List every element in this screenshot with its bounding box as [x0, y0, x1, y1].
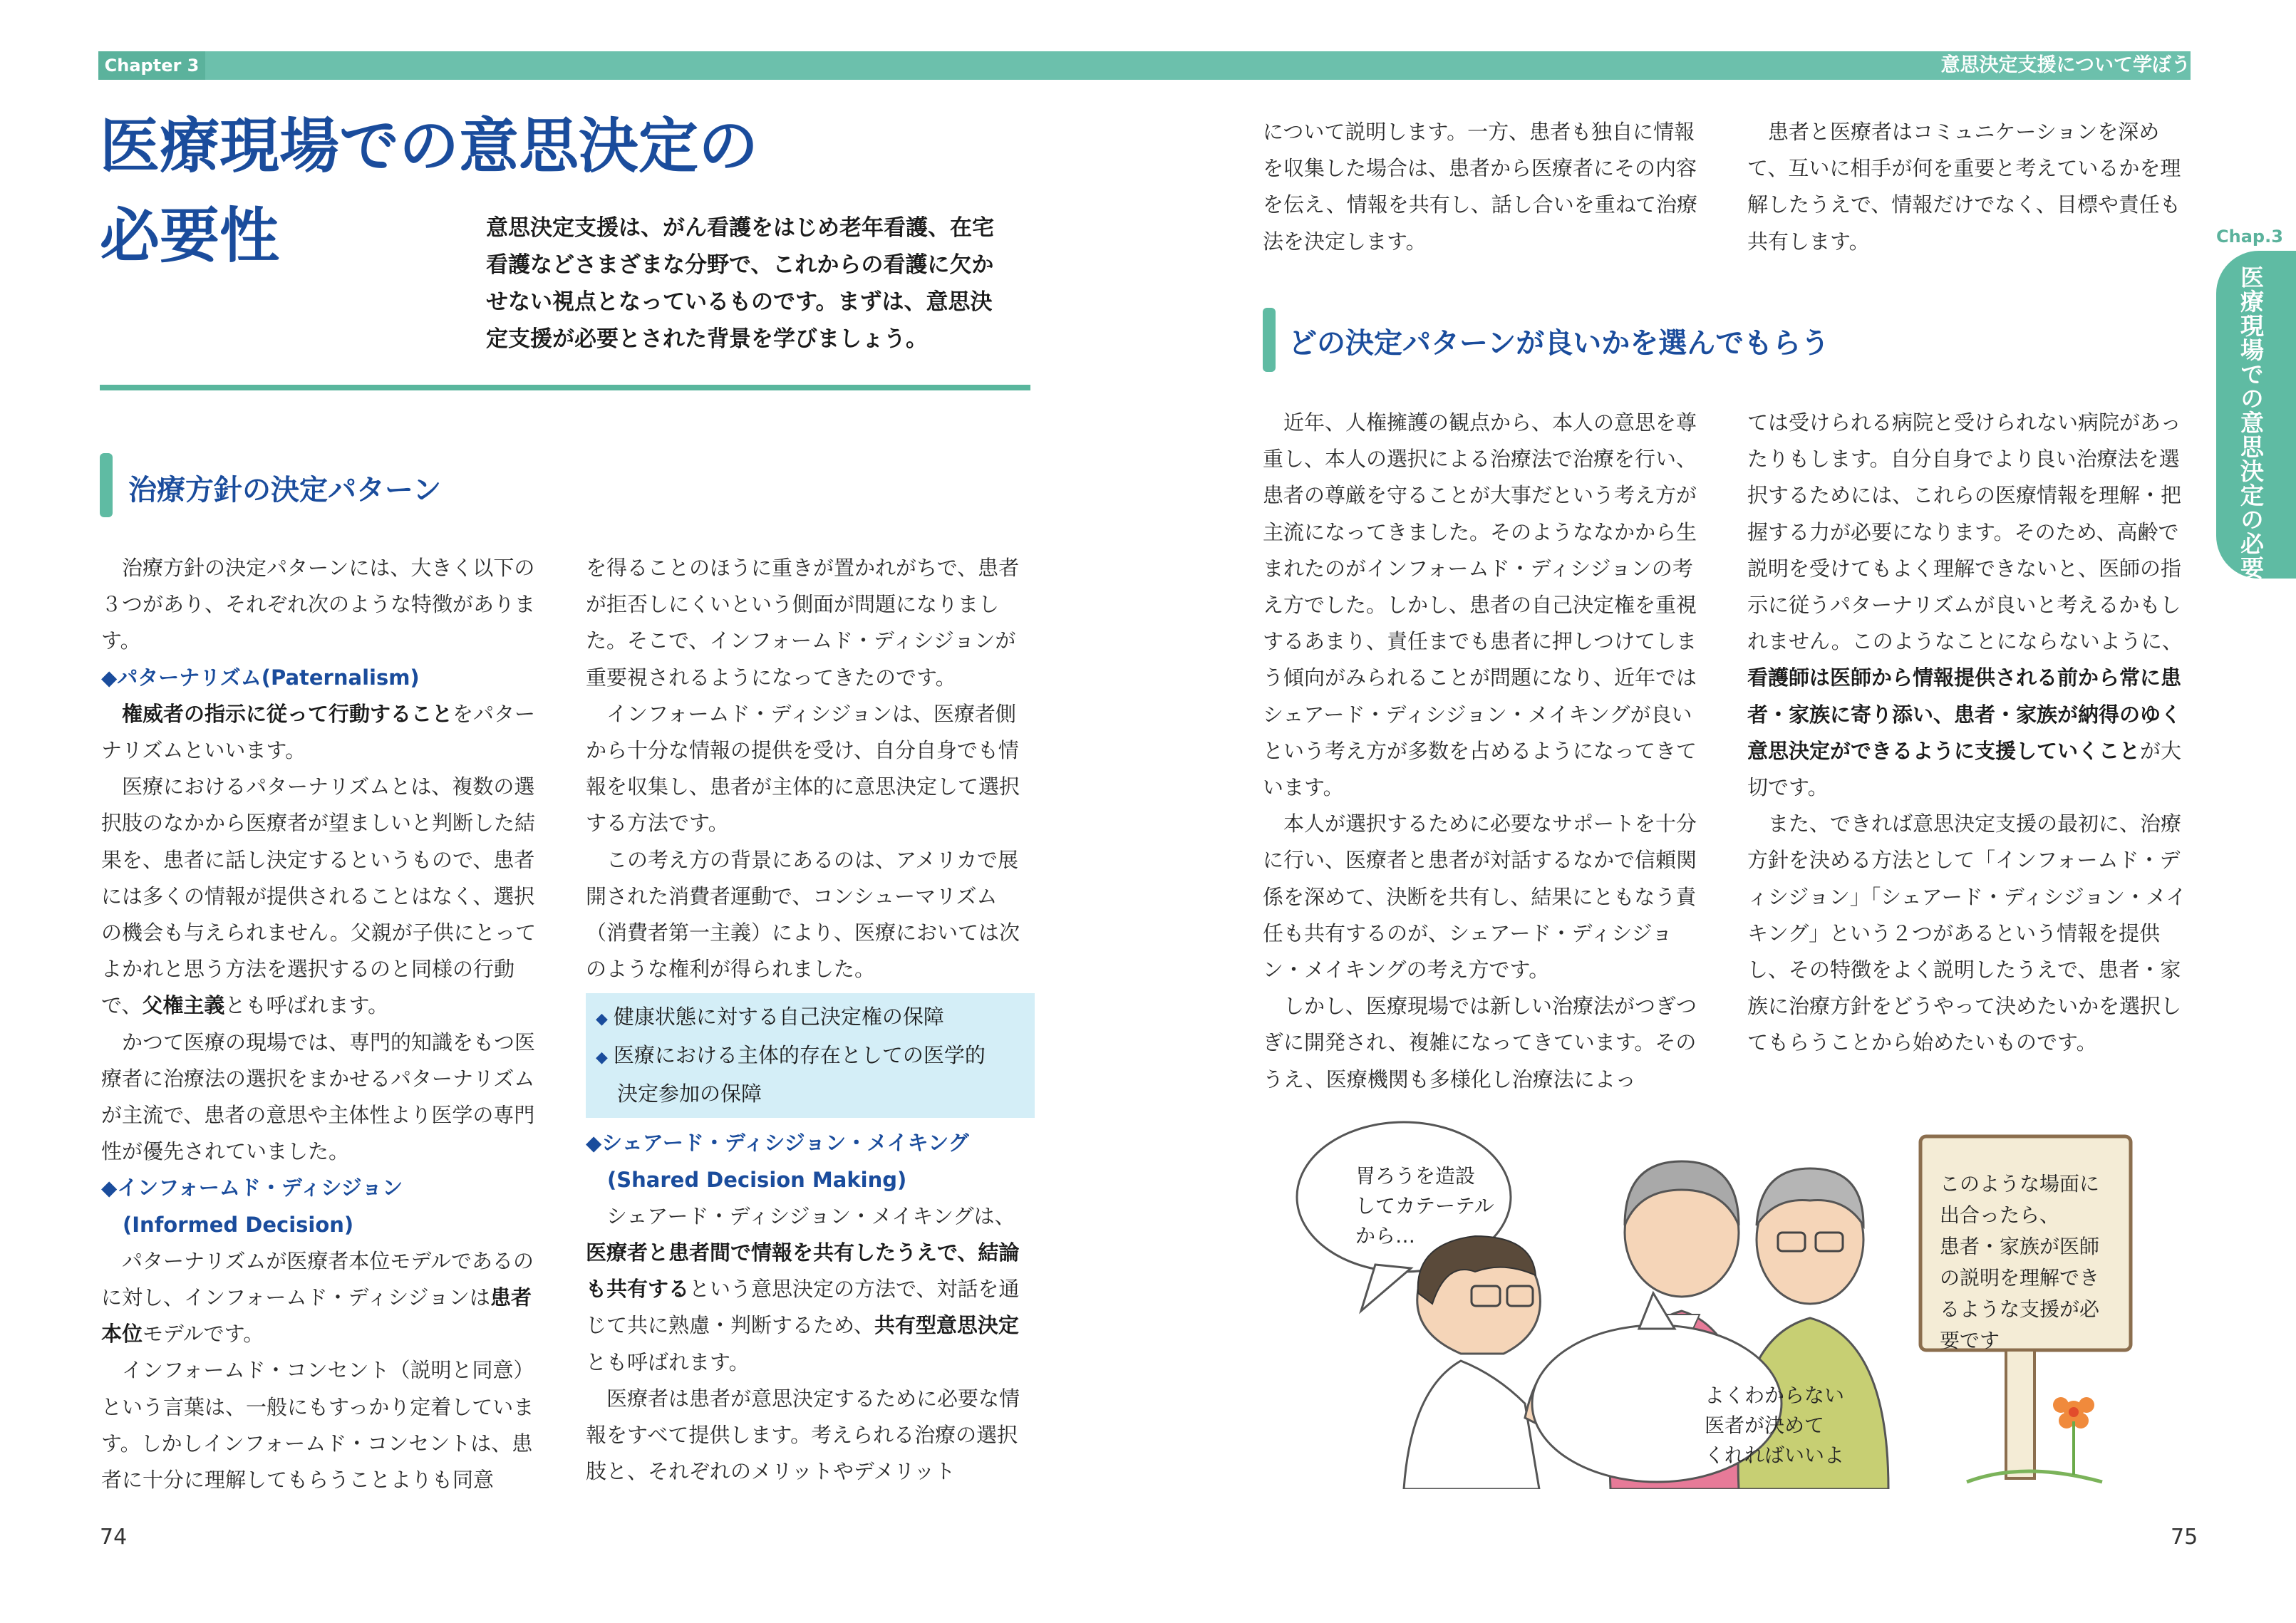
page-number-right: 75 — [2171, 1525, 2198, 1550]
rights-box — [586, 993, 1035, 1118]
text-column-3 — [1263, 405, 1710, 1098]
side-tab-text: 医療現場での意思決定の必要性 — [2237, 265, 2265, 604]
rights-item-cont: 決定参加の保障 — [617, 1082, 762, 1106]
diamond-icon: ◆ — [596, 1049, 608, 1067]
paragraph: インフォームド・コンセント（説明と同意）という言葉は、一般にもすっかり定着しています。しかしインフォームド・コンセントは、患者に十分に理解してもらうことよりも同意 — [101, 1358, 534, 1493]
text: とも呼ばれます。 — [586, 1349, 750, 1374]
lead-paragraph — [486, 209, 1042, 358]
bold-text: 父権主義 — [142, 993, 225, 1018]
paragraph: 患者と医療者はコミュニケーションを深めて、互いに相手が何を重要と考えているかを理解したうえで、情報だけでなく、目標や責任も共有します。 — [1747, 120, 2181, 254]
text: モデルです。 — [143, 1322, 264, 1347]
signboard-text: このような場面に 出合ったら、 患者・家族が医師 の説明を理解でき るような支援が必 要です — [1940, 1172, 2100, 1352]
title-divider — [100, 385, 1030, 390]
chapter-header-band — [98, 51, 2191, 80]
page-number-left: 74 — [100, 1525, 128, 1550]
chapter-label: Chapter 3 — [98, 51, 205, 80]
diamond-icon: ◆ — [596, 1010, 608, 1029]
lead-line: せない視点となっているものです。まずは、意思決 — [486, 289, 993, 315]
text-column-2 — [586, 550, 1035, 1490]
text-column-4 — [1747, 405, 2195, 1062]
section-bar — [100, 453, 113, 517]
text: シェアード・ディシジョン・メイキングは、 — [606, 1203, 1015, 1228]
paragraph: 本人が選択するために必要なサポートを十分に行い、医療者と患者が対話するなかで信頼関係を深めて、決断を共有し、結果にともなう責任も共有するのが、シェアード・ディシジョン・メイキングの考え方です。 — [1263, 812, 1697, 982]
paragraph: また、できれば意思決定支援の最初に、治療方針を決める方法として「インフォームド・ディシジョン」「シェアード・ディシジョン・メイキング」という２つがあるという情報を提供し、その特徴をよく説明したうえで、患者・家族に治療方針をどうやって決めたいかを選択してもらうことから始めたいものです。 — [1747, 812, 2187, 1055]
section-bar — [1263, 308, 1276, 372]
paragraph: インフォームド・ディシジョンは、医療者側から十分な情報の提供を受け、自分自身でも情報を収集し、患者が主体的に意思決定して選択する方法です。 — [586, 701, 1020, 836]
subheading-shared: ◆シェアード・ディシジョン・メイキング — [586, 1131, 969, 1156]
paragraph: この考え方の背景にあるのは、アメリカで展開された消費者運動で、コンシューマリズム（消費者第一主義）により、医療においては次のような権利が得られました。 — [586, 847, 1020, 982]
chapter-section-title: 意思決定支援について学ぼう — [1940, 54, 2191, 76]
bold-text: 権威者の指示に従って行動すること — [122, 701, 453, 726]
section-heading: どの決定パターンが良いかを選んでもらう — [1288, 327, 1830, 360]
lead-line: 看護などさまざまな分野で、これからの看護に欠か — [486, 252, 994, 278]
subheading-informed: ◆インフォームド・ディシジョン — [101, 1176, 403, 1201]
patient-bubble-text: よくわからない 医者が決めて くれればいいよ — [1705, 1384, 1845, 1467]
paragraph: 治療方針の決定パターンには、大きく以下の３つがあり、それぞれ次のような特徴があります。 — [101, 556, 536, 653]
page-title-line1: 医療現場での意思決定の — [100, 111, 759, 181]
subheading-paternalism: ◆パターナリズム(Paternalism) — [101, 665, 420, 690]
text: 医療におけるパターナリズムとは、複数の選択肢のなかから医療者が望ましいと判断した結果を、患者に話し決定するというもので、患者には多くの情報が提供されることはなく、選択の機会も与えられません。父親が子供にとってよかれと思う方法を選択するのと同様の行動で、 — [101, 774, 537, 1018]
paragraph: かつて医療の現場では、専門的知識をもつ医療者に治療法の選択をまかせるパターナリズムが主流で、患者の意思や主体性より医学の専門性が優先されていました。 — [101, 1030, 536, 1164]
lead-line: 定支援が必要とされた背景を学びましょう。 — [486, 326, 928, 352]
paragraph: しかし、医療現場では新しい治療法がつぎつぎに開発され、複雑になってきています。そのうえ、医療機関も多様化し治療法によっ — [1263, 994, 1697, 1091]
doctor-figure — [1404, 1236, 1570, 1489]
lead-line: 意思決定支援は、がん看護をはじめ老年看護、在宅 — [486, 215, 994, 241]
side-chapter-label: Chap.3 — [2216, 227, 2283, 247]
bold-text: 医療者と患者間で情報を共有したうえで、結論も共有する — [586, 1240, 1020, 1302]
doctor-bubble-text: 胃ろうを造設 してカテーテル から… — [1355, 1164, 1494, 1248]
paragraph: 医療者は患者が意思決定するために必要な情報をすべて提供します。考えられる治療の選択肢と、それぞれのメリットやデメリット — [586, 1386, 1020, 1484]
rights-item: ◆ 医療における主体的存在としての医学的 — [596, 1043, 986, 1068]
rights-item: ◆ 健康状態に対する自己決定権の保障 — [596, 1005, 944, 1030]
paragraph — [1747, 405, 2195, 806]
paragraph — [101, 1243, 550, 1353]
section-heading: 治療方針の決定パターン — [128, 474, 442, 507]
flower-icon — [2053, 1397, 2094, 1475]
page-title-line2: 必要性 — [100, 201, 280, 271]
text-column-3-top — [1263, 114, 1710, 260]
text: とも呼ばれます。 — [224, 993, 389, 1018]
text: が大切です。 — [1747, 738, 2182, 800]
paragraph — [101, 769, 550, 1024]
text: ては受けられる病院と受けられない病院があったりもします。自分自身でより良い治療法を選択するためには、これらの医療情報を理解・把握する力が必要になります。そのため、高齢で説明を受けてもよく理解できないと、医師の指示に従うパターナリズムが良いと考えるかもしれません。このようなことにならないように、 — [1747, 410, 2183, 654]
paragraph: 近年、人権擁護の観点から、本人の意思を尊重し、本人の選択による治療法で治療を行い、患者の尊厳を守ることが大事だという考え方が主流になってきました。そのようななかから生まれたのがインフォームド・ディシジョンの考え方でした。しかし、患者の自己決定権を重視するあまり、責任までも患者に押しつけてしまう傾向がみられることが問題になり、近年ではシェアード・ディシジョン・メイキングが良いという考え方が多数を占めるようになってきています。 — [1263, 410, 1697, 800]
paragraph: について説明します。一方、患者も独自に情報を収集した場合は、患者から医療者にその内容を伝え、情報を共有し、話し合いを重ねて治療法を決定します。 — [1263, 120, 1698, 254]
text: をパターナリズムといいます。 — [101, 701, 536, 763]
text-column-1 — [101, 550, 550, 1498]
text: パターナリズムが医療者本位モデルであるのに対し、インフォームド・ディシジョンは — [101, 1248, 534, 1310]
text-column-4-top — [1747, 114, 2195, 260]
paragraph — [101, 696, 550, 769]
subheading-shared-en: (Shared Decision Making) — [607, 1167, 907, 1192]
bold-text: 看護師は医師から情報提供される前から常に患者・家族に寄り添い、患者・家族が納得のゆく意思決定ができるように支援していくこと — [1747, 665, 2182, 763]
bold-text: 患者本位 — [101, 1285, 532, 1347]
bold-text: 共有型意思決定 — [874, 1313, 1019, 1338]
paragraph: を得ることのほうに重きが置かれがちで、患者が拒否しにくいという側面が問題になりました。そこで、インフォームド・ディシジョンが重要視されるようになってきたのです。 — [586, 556, 1020, 690]
text: という意思決定の方法で、対話を通じて共に熟慮・判断するため、 — [586, 1277, 1020, 1338]
subheading-informed-en: (Informed Decision) — [123, 1212, 354, 1237]
paragraph — [586, 1198, 1035, 1381]
